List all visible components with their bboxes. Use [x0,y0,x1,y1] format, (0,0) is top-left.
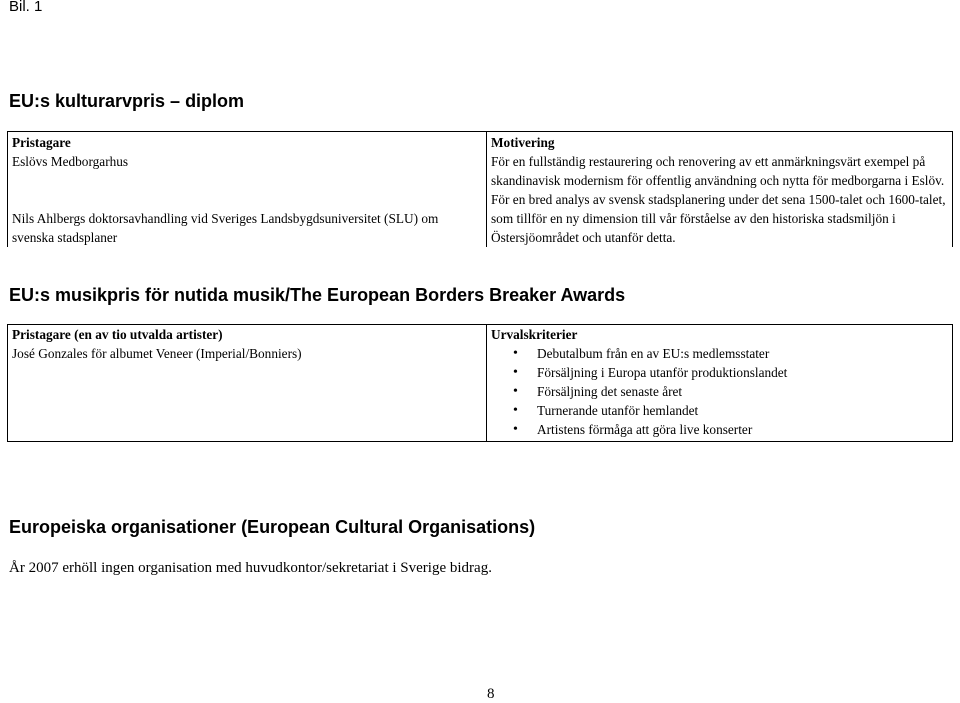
list-item: • Artistens förmåga att göra live konserter [491,420,948,439]
winner-cell [8,325,487,442]
list-item: • Försäljning i Europa utanför produktionslandet [491,363,948,382]
page-number: 8 [487,686,495,702]
winner-name: Eslövs Medborgarhus [12,154,129,169]
list-item: • Debutalbum från en av EU:s medlemsstater [491,344,948,363]
heritage-award-table [7,131,953,247]
table-row [8,325,953,442]
music-award-table [7,324,953,442]
list-item: • Försäljning det senaste året [491,382,948,401]
column-header-motivation: Motivering [491,135,555,150]
motivation-cell [487,132,953,248]
criteria-cell [487,325,953,442]
organisations-note: År 2007 erhöll ingen organisation med huvudkontor/sekretariat i Sverige bidrag. [9,560,492,576]
page-label: Bil. 1 [9,0,43,15]
criteria-list [491,344,948,439]
winner-name: José Gonzales för albumet Veneer (Imperial/Bonniers) [12,346,302,361]
column-header-winner: Pristagare [12,135,71,150]
column-header-criteria: Urvalskriterier [491,327,578,342]
motivation-text: För en bred analys av svensk stadsplanering under det sena 1500-talet och 1600-talet, som tillför en ny dimension till vår förståelse av den historiska stadsmiljön i Östersjöområdet och utanför detta. [491,192,946,245]
table-row [8,132,953,248]
section-title-heritage-award: EU:s kulturarvpris – diplom [9,91,245,111]
winners-cell [8,132,487,248]
motivation-text: För en fullständig restaurering och renovering av ett anmärkningsvärt exempel på skandinavisk modernism för offentlig användning och nytta för medborgarna i Eslöv. [491,154,945,188]
winner-name: Nils Ahlbergs doktorsavhandling vid Sveriges Landsbygdsuniversitet (SLU) om svenska stadsplaner [12,211,439,245]
section-title-music-award: EU:s musikpris för nutida musik/The European Borders Breaker Awards [9,285,626,305]
section-title-organisations: Europeiska organisationer (European Cultural Organisations) [9,517,536,537]
column-header-winner: Pristagare (en av tio utvalda artister) [12,327,223,342]
list-item: • Turnerande utanför hemlandet [491,401,948,420]
